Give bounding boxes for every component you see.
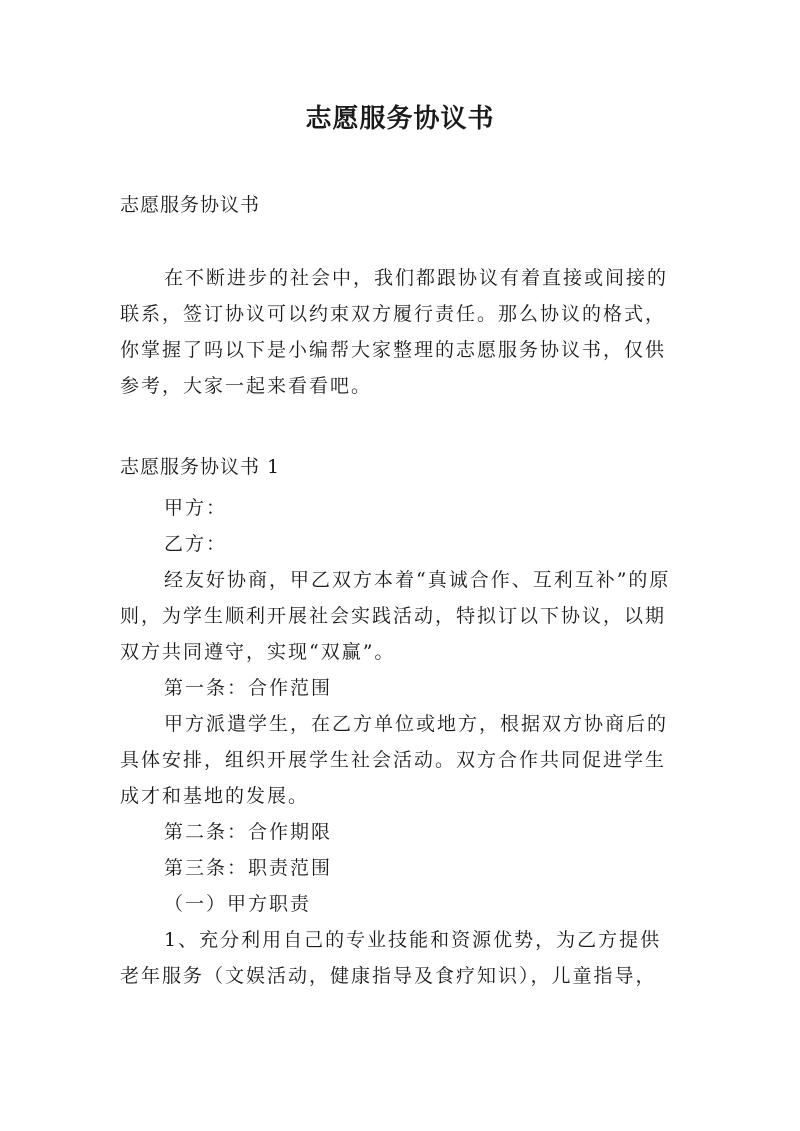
- article-2-heading: 第二条：合作期限: [164, 821, 333, 843]
- section-heading: 志愿服务协议书 1: [120, 456, 281, 478]
- article-1-heading: 第一条：合作范围: [164, 677, 333, 699]
- agreement-body: [120, 490, 680, 994]
- document-title: 志愿服务协议书: [305, 104, 495, 134]
- article-1-paragraph: 甲方派遣学生，在乙方单位或地方，根据双方协商后的具体安排，组织开展学生社会活动。双方合作共同促进学生成才和基地的发展。: [120, 713, 669, 807]
- party-a-line: 甲方：: [164, 497, 228, 519]
- intro-paragraph: 在不断进步的社会中，我们都跟协议有着直接或间接的联系，签订协议可以约束双方履行责任。那么协议的格式，你掌握了吗以下是小编帮大家整理的志愿服务协议书，仅供参考，大家一起来看看吧。: [120, 267, 669, 397]
- article-3-heading: 第三条：职责范围: [164, 857, 333, 879]
- duty-item-1: 1、充分利用自己的专业技能和资源优势，为乙方提供老年服务（文娱活动，健康指导及食疗知识），儿童指导，: [120, 929, 662, 987]
- party-b-line: 乙方：: [164, 533, 228, 555]
- intro-block: [120, 260, 680, 404]
- document-subtitle: 志愿服务协议书: [120, 194, 261, 216]
- preamble-paragraph: 经友好协商，甲乙双方本着“真诚合作、互利互补”的原则，为学生顺利开展社会实践活动，特拟订以下协议，以期双方共同遵守，实现“双赢”。: [120, 569, 671, 663]
- party-a-duties-heading: （一）甲方职责: [164, 893, 312, 915]
